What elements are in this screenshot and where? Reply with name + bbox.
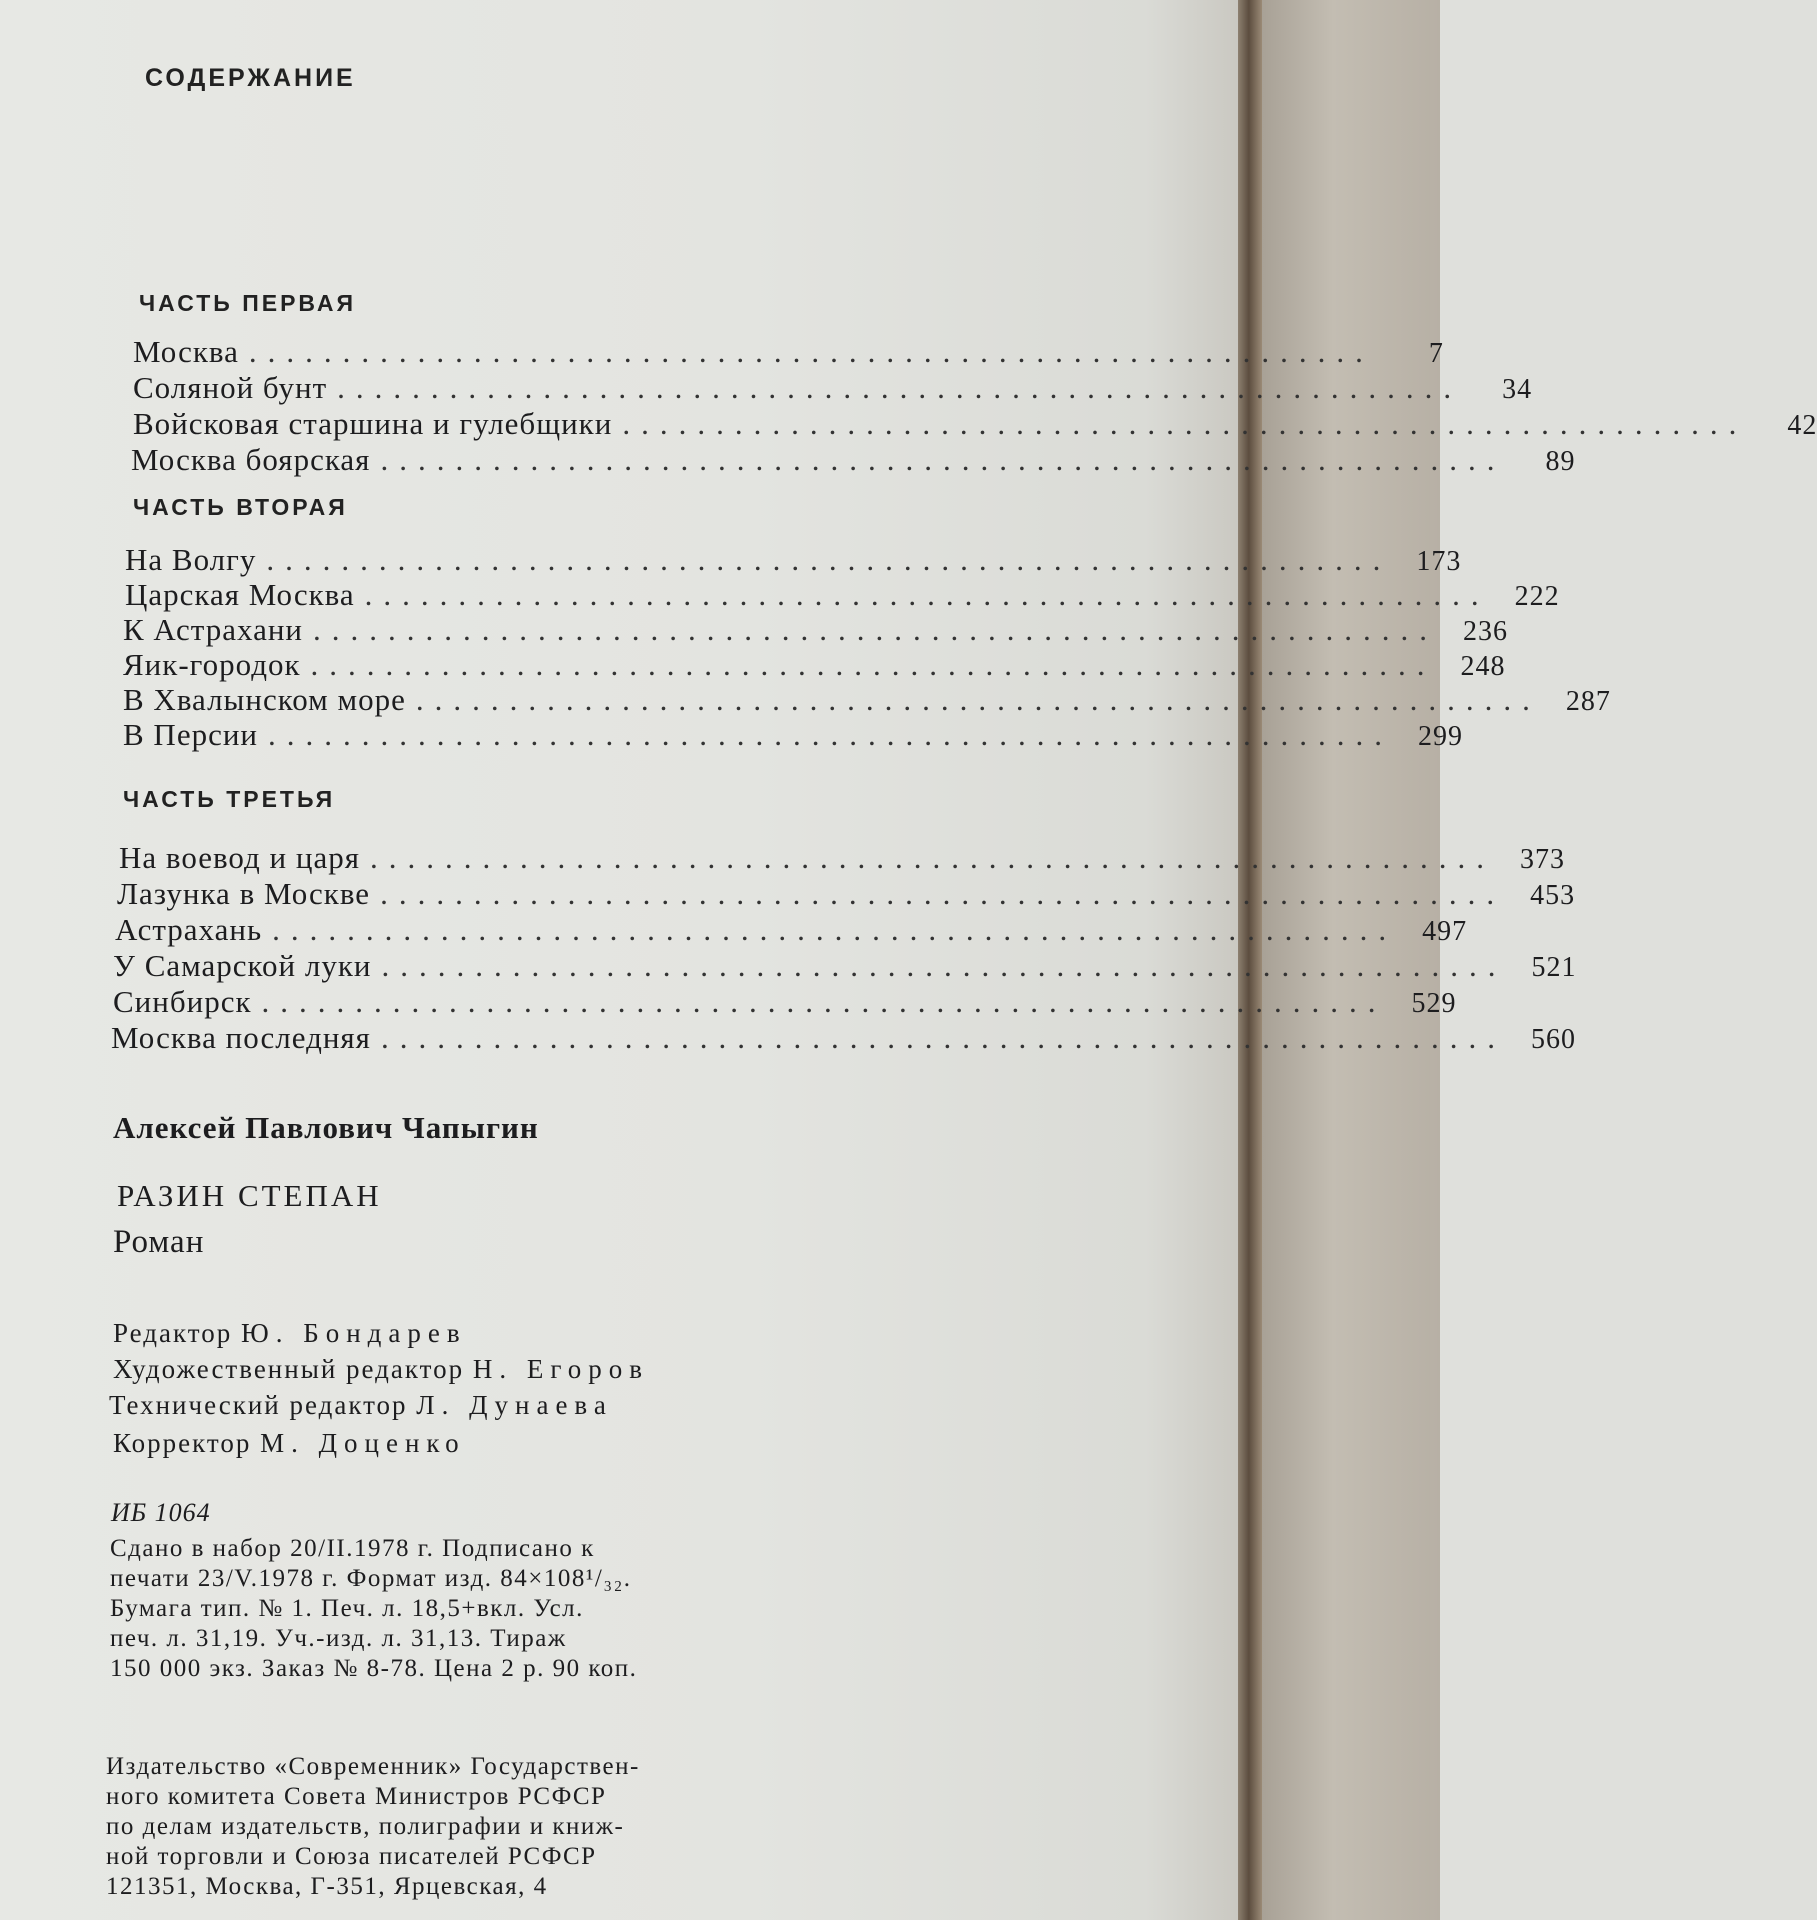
leader-dots: ............................................................ bbox=[272, 912, 1398, 947]
credit-role: Художественный редактор bbox=[113, 1354, 465, 1384]
toc-entry-title: К Астрахани bbox=[123, 612, 304, 647]
credit-role: Редактор bbox=[113, 1318, 233, 1348]
toc-entry-page: 287 bbox=[1565, 686, 1611, 717]
toc-entry-title: В Хвалынском море bbox=[123, 682, 406, 717]
publisher-line: по делам издательств, полиграфии и книж- bbox=[106, 1813, 625, 1840]
toc-entry-page: 42 bbox=[1787, 410, 1817, 441]
toc-entry-page: 89 bbox=[1545, 446, 1576, 477]
toc-entry-title: Синбирск bbox=[113, 984, 252, 1019]
publisher-line: ного комитета Совета Министров РСФСР bbox=[106, 1783, 607, 1810]
toc-entry-title: Москва bbox=[133, 334, 239, 369]
toc-entry-title: На воевод и царя bbox=[119, 840, 360, 875]
publisher-line: 121351, Москва, Г-351, Ярцевская, 4 bbox=[106, 1873, 548, 1900]
part-3-title: ЧАСТЬ ТРЕТЬЯ bbox=[123, 786, 336, 812]
toc-entry[interactable] bbox=[125, 542, 1462, 578]
book-genre: Роман bbox=[113, 1224, 205, 1260]
toc-entry[interactable] bbox=[123, 682, 1611, 718]
leader-dots: ............................................................ bbox=[261, 984, 1387, 1019]
toc-entry-page: 497 bbox=[1422, 916, 1468, 947]
credit-name: Н. Егоров bbox=[472, 1354, 650, 1384]
imprint-line: Бумага тип. № 1. Печ. л. 18,5+вкл. Усл. bbox=[110, 1595, 584, 1622]
toc-entry-title: Москва последняя bbox=[111, 1020, 371, 1055]
toc-entry-title: Царская Москва bbox=[125, 577, 355, 612]
imprint-line: печ. л. 31,19. Уч.-изд. л. 31,13. Тираж bbox=[110, 1625, 567, 1652]
credit-role: Технический редактор bbox=[109, 1390, 408, 1420]
credit-tech-editor bbox=[109, 1390, 613, 1421]
toc-entry[interactable] bbox=[133, 370, 1533, 406]
toc-entry-page: 560 bbox=[1530, 1024, 1576, 1055]
leader-dots: ............................................................ bbox=[381, 948, 1507, 983]
leader-dots: ............................................................ bbox=[313, 612, 1439, 647]
toc-entry[interactable] bbox=[115, 912, 1468, 948]
leader-dots: ............................................................ bbox=[310, 647, 1436, 682]
contents-heading: СОДЕРЖАНИЕ bbox=[145, 64, 356, 92]
leader-dots: ............................................................ bbox=[248, 334, 1374, 369]
toc-entry-page: 529 bbox=[1411, 988, 1457, 1019]
leader-dots: ............................................................ bbox=[266, 542, 1392, 577]
toc-entry-title: Соляной бунт bbox=[133, 370, 328, 405]
imprint-line: Сдано в набор 20/II.1978 г. Подписано к bbox=[110, 1535, 595, 1562]
leader-dots: ............................................................ bbox=[380, 442, 1506, 477]
credit-art-editor bbox=[113, 1354, 649, 1385]
toc-entry[interactable] bbox=[123, 647, 1506, 683]
toc-entry[interactable] bbox=[113, 984, 1457, 1020]
publisher-line: Издательство «Современник» Государствен- bbox=[106, 1753, 640, 1780]
toc-entry-title: В Персии bbox=[123, 717, 259, 752]
credit-role: Корректор bbox=[113, 1428, 252, 1458]
credit-proofreader bbox=[113, 1428, 466, 1459]
part-2-title: ЧАСТЬ ВТОРАЯ bbox=[133, 494, 348, 520]
toc-entry[interactable] bbox=[113, 948, 1577, 984]
toc-entry-title: Войсковая старшина и гулебщики bbox=[133, 406, 613, 441]
toc-entry-page: 453 bbox=[1530, 880, 1576, 911]
credit-name: М. Доценко bbox=[260, 1428, 466, 1458]
book-title: РАЗИН СТЕПАН bbox=[117, 1178, 382, 1213]
leader-dots: ............................................................ bbox=[268, 717, 1394, 752]
toc-entry-title: Москва боярская bbox=[131, 442, 371, 477]
toc-entry[interactable] bbox=[133, 406, 1817, 442]
toc-entry[interactable] bbox=[123, 612, 1509, 648]
leader-dots: ............................................................ bbox=[415, 682, 1541, 717]
credit-name: Ю. Бондарев bbox=[240, 1318, 467, 1348]
toc-entry-title: Яик-городок bbox=[123, 647, 301, 682]
toc-entry[interactable] bbox=[125, 577, 1560, 613]
toc-entry-page: 248 bbox=[1460, 651, 1506, 682]
credit-name: Л. Дунаева bbox=[416, 1390, 613, 1420]
toc-entry-title: На Волгу bbox=[125, 542, 257, 577]
part-1-title: ЧАСТЬ ПЕРВАЯ bbox=[139, 290, 357, 316]
imprint-line: печати 23/V.1978 г. Формат изд. 84×108¹/₃₂. bbox=[110, 1565, 632, 1592]
toc-entry-title: Астрахань bbox=[115, 912, 263, 947]
toc-entry[interactable] bbox=[117, 876, 1576, 912]
toc-entry-page: 7 bbox=[1428, 338, 1444, 369]
leader-dots: ............................................................ bbox=[622, 406, 1748, 441]
toc-entry-page: 222 bbox=[1514, 581, 1560, 612]
toc-entry-page: 236 bbox=[1463, 616, 1509, 647]
leader-dots: ............................................................ bbox=[380, 876, 1506, 911]
leader-dots: ............................................................ bbox=[380, 1020, 1506, 1055]
toc-entry-page: 299 bbox=[1418, 721, 1464, 752]
leader-dots: ............................................................ bbox=[337, 370, 1463, 405]
toc-entry[interactable] bbox=[119, 840, 1565, 876]
leader-dots: ............................................................ bbox=[364, 577, 1490, 612]
leader-dots: ............................................................ bbox=[369, 840, 1495, 875]
toc-entry-page: 34 bbox=[1502, 374, 1533, 405]
ib-number: ИБ 1064 bbox=[111, 1498, 211, 1527]
publisher-line: ной торговли и Союза писателей РСФСР bbox=[106, 1843, 597, 1870]
toc-entry-page: 373 bbox=[1519, 844, 1565, 875]
toc-entry-title: У Самарской луки bbox=[113, 948, 372, 983]
toc-entry-page: 521 bbox=[1531, 952, 1577, 983]
toc-entry-page: 173 bbox=[1416, 546, 1462, 577]
toc-entry[interactable] bbox=[111, 1020, 1576, 1056]
toc-entry[interactable] bbox=[131, 442, 1576, 478]
book-author: Алексей Павлович Чапыгин bbox=[113, 1110, 539, 1145]
toc-entry[interactable] bbox=[123, 717, 1464, 753]
toc-entry-title: Лазунка в Москве bbox=[117, 876, 371, 911]
imprint-line: 150 000 экз. Заказ № 8-78. Цена 2 р. 90 коп. bbox=[110, 1655, 638, 1682]
credit-editor bbox=[113, 1318, 467, 1349]
toc-entry[interactable] bbox=[133, 334, 1444, 370]
